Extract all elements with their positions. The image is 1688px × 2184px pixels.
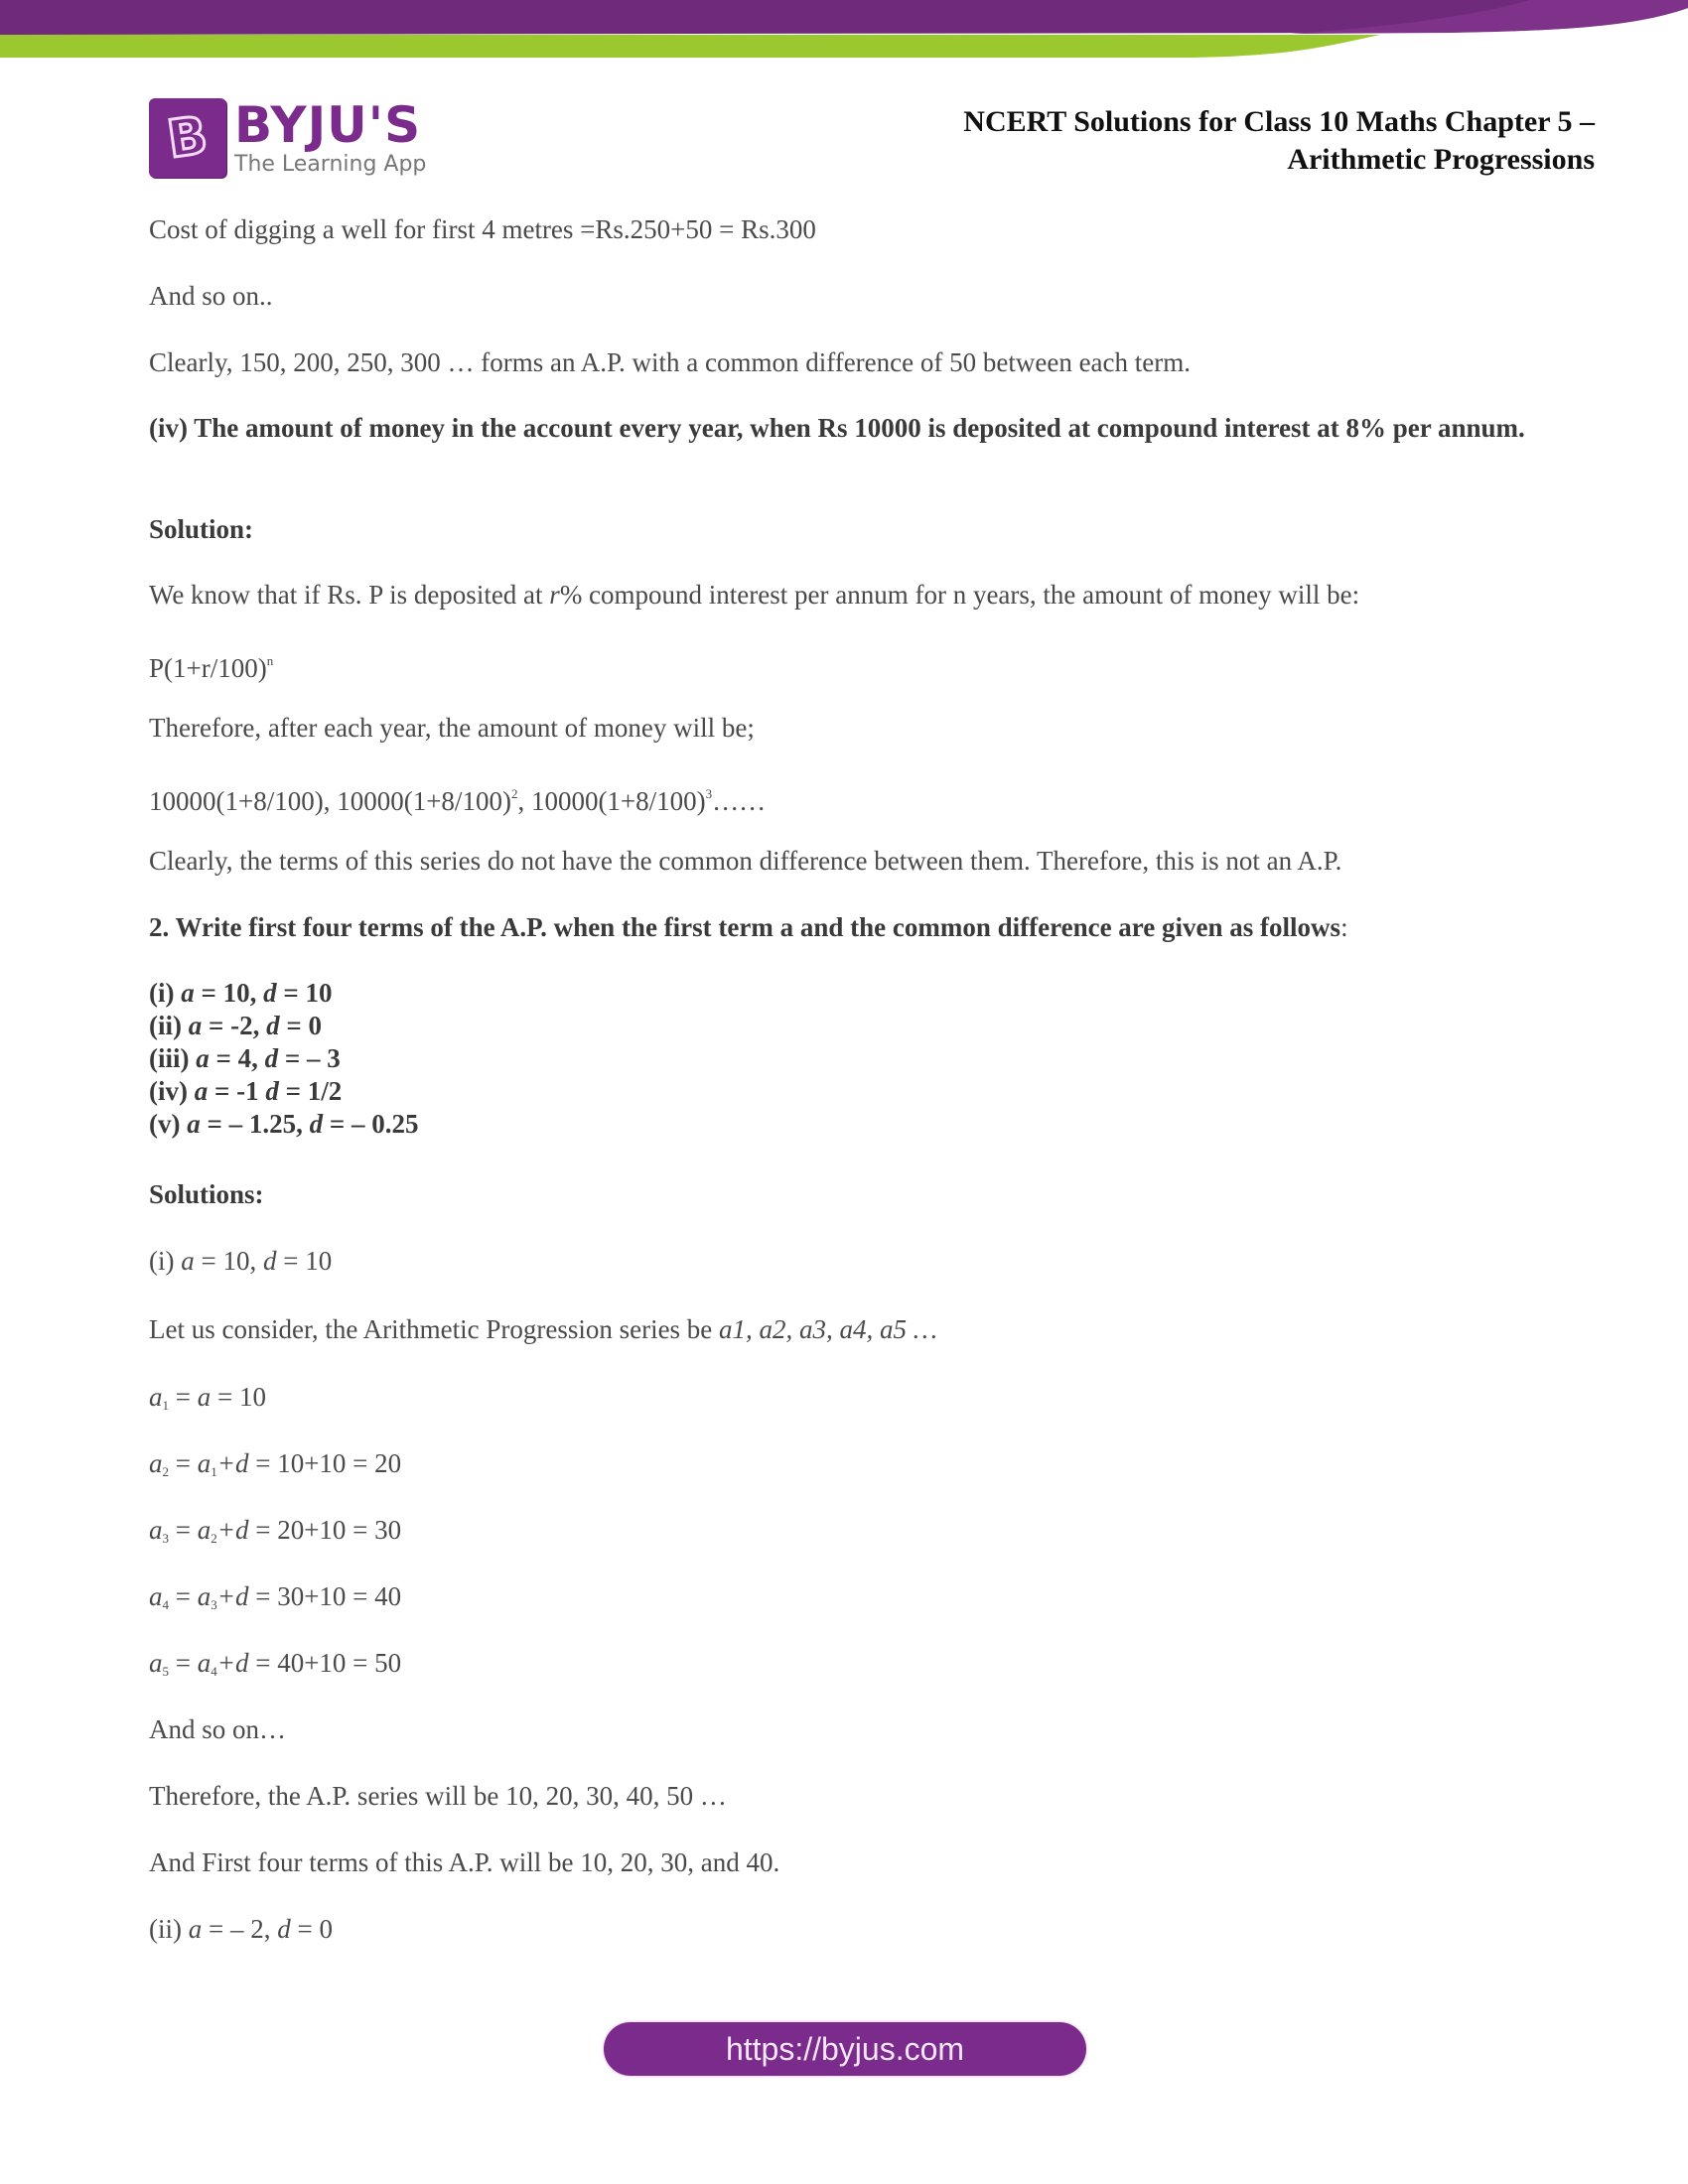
series-term-3: 10000(1+8/100) — [530, 786, 706, 816]
paragraph-ap-series: Therefore, the A.P. series will be 10, 20, 30, 40, 50 … — [149, 1781, 727, 1811]
paragraph-clearly-ap: Clearly, 150, 200, 250, 300 … forms an A.P. with a common difference of 50 between each term. — [149, 347, 1191, 377]
term-equation: $a_3 = a_2+d = 20+10 = 30$ — [149, 1515, 402, 1546]
logo-name: BYJU'S — [234, 96, 422, 154]
paragraph-after-each-year: Therefore, after each year, the amount of money will be; — [149, 713, 755, 743]
series-term-2-exponent: 2 — [510, 786, 518, 801]
term-equation: $a_4 = a_3+d = 30+10 = 40$ — [149, 1581, 402, 1612]
text-fragment: % compound interest per annum for n years, the amount of money will be: — [559, 580, 1360, 610]
term-equation: $a_2 = a_1+d = 10+10 = 20$ — [149, 1448, 402, 1479]
paragraph-not-ap: Clearly, the terms of this series do not have the common difference between them. Therefore, this is not an A.P. — [149, 846, 1342, 876]
formula-exponent: n — [266, 653, 274, 668]
byjus-logo — [149, 97, 432, 179]
series-ellipsis: …… — [712, 786, 767, 816]
solution-label: Solution: — [149, 514, 254, 544]
series-term-2: 10000(1+8/100) — [337, 786, 511, 816]
paragraph-cost-digging: Cost of digging a well for first 4 metres =Rs.250+50 = Rs.300 — [149, 214, 816, 244]
paragraph-compound-interest — [149, 578, 1359, 612]
footer-url-link[interactable] — [604, 2022, 1086, 2076]
document-title — [963, 103, 1595, 179]
math-variable-r: r — [549, 580, 560, 610]
question-2 — [149, 910, 1348, 944]
paragraph-first-four-terms: And First four terms of this A.P. will be 10, 20, 30, and 40. — [149, 1847, 780, 1877]
byjus-logo-mark-icon — [149, 98, 226, 178]
series-term-3-exponent: 3 — [705, 786, 713, 801]
series-terms: a1, a2, a3, a4, a5 … — [719, 1314, 937, 1344]
term-equation: $a_1 = a = 10$ — [149, 1382, 266, 1413]
logo-tagline: The Learning App — [234, 152, 427, 177]
solution-ii-heading: (ii) a = – 2, d = 0 — [149, 1914, 333, 1944]
question-2-items — [149, 977, 419, 1141]
text-fragment: We know that if Rs. P is deposited at — [149, 580, 550, 610]
logo-wordmark — [234, 96, 427, 177]
term-equation: $a_5 = a_4+d = 40+10 = 50$ — [149, 1648, 402, 1679]
series-amounts — [149, 777, 766, 818]
document-title-line2: Arithmetic Progressions — [1287, 143, 1595, 176]
question-2-text: 2. Write first four terms of the A.P. when the first term a and the common difference are given as follows — [149, 912, 1341, 942]
q2-item: (ii) a = -2, d = 0 — [149, 1011, 323, 1040]
q2-item: (v) a = – 1.25, d = – 0.25 — [149, 1109, 419, 1139]
paragraph-and-so-on: And so on.. — [149, 281, 273, 311]
solutions-label: Solutions: — [149, 1179, 264, 1209]
header-banner — [0, 0, 1688, 69]
series-term-1: 10000(1+8/100), — [149, 786, 338, 816]
document-title-line1: NCERT Solutions for Class 10 Maths Chapter 5 – — [963, 105, 1595, 138]
series-separator: , — [517, 786, 531, 816]
formula-base: P(1+r/100) — [149, 653, 267, 683]
footer-url-text: https://byjus.com — [725, 2030, 965, 2067]
question-2-colon: : — [1340, 912, 1348, 942]
paragraph-consider-series — [149, 1312, 937, 1346]
q2-item: (i) a = 10, d = 10 — [149, 978, 333, 1008]
q2-item: (iv) a = -1 d = 1/2 — [149, 1076, 343, 1106]
formula-compound — [149, 644, 273, 685]
text-fragment: Let us consider, the Arithmetic Progression series be — [149, 1314, 720, 1344]
logo-mark-letter: B — [164, 105, 211, 171]
solution-i-heading: (i) a = 10, d = 10 — [149, 1246, 333, 1276]
q2-item: (iii) a = 4, d = – 3 — [149, 1043, 341, 1073]
paragraph-and-so-on-2: And so on… — [149, 1714, 287, 1744]
question-iv: (iv) The amount of money in the account every year, when Rs 10000 is deposited at compound interest at 8% per annum. — [149, 413, 1525, 443]
